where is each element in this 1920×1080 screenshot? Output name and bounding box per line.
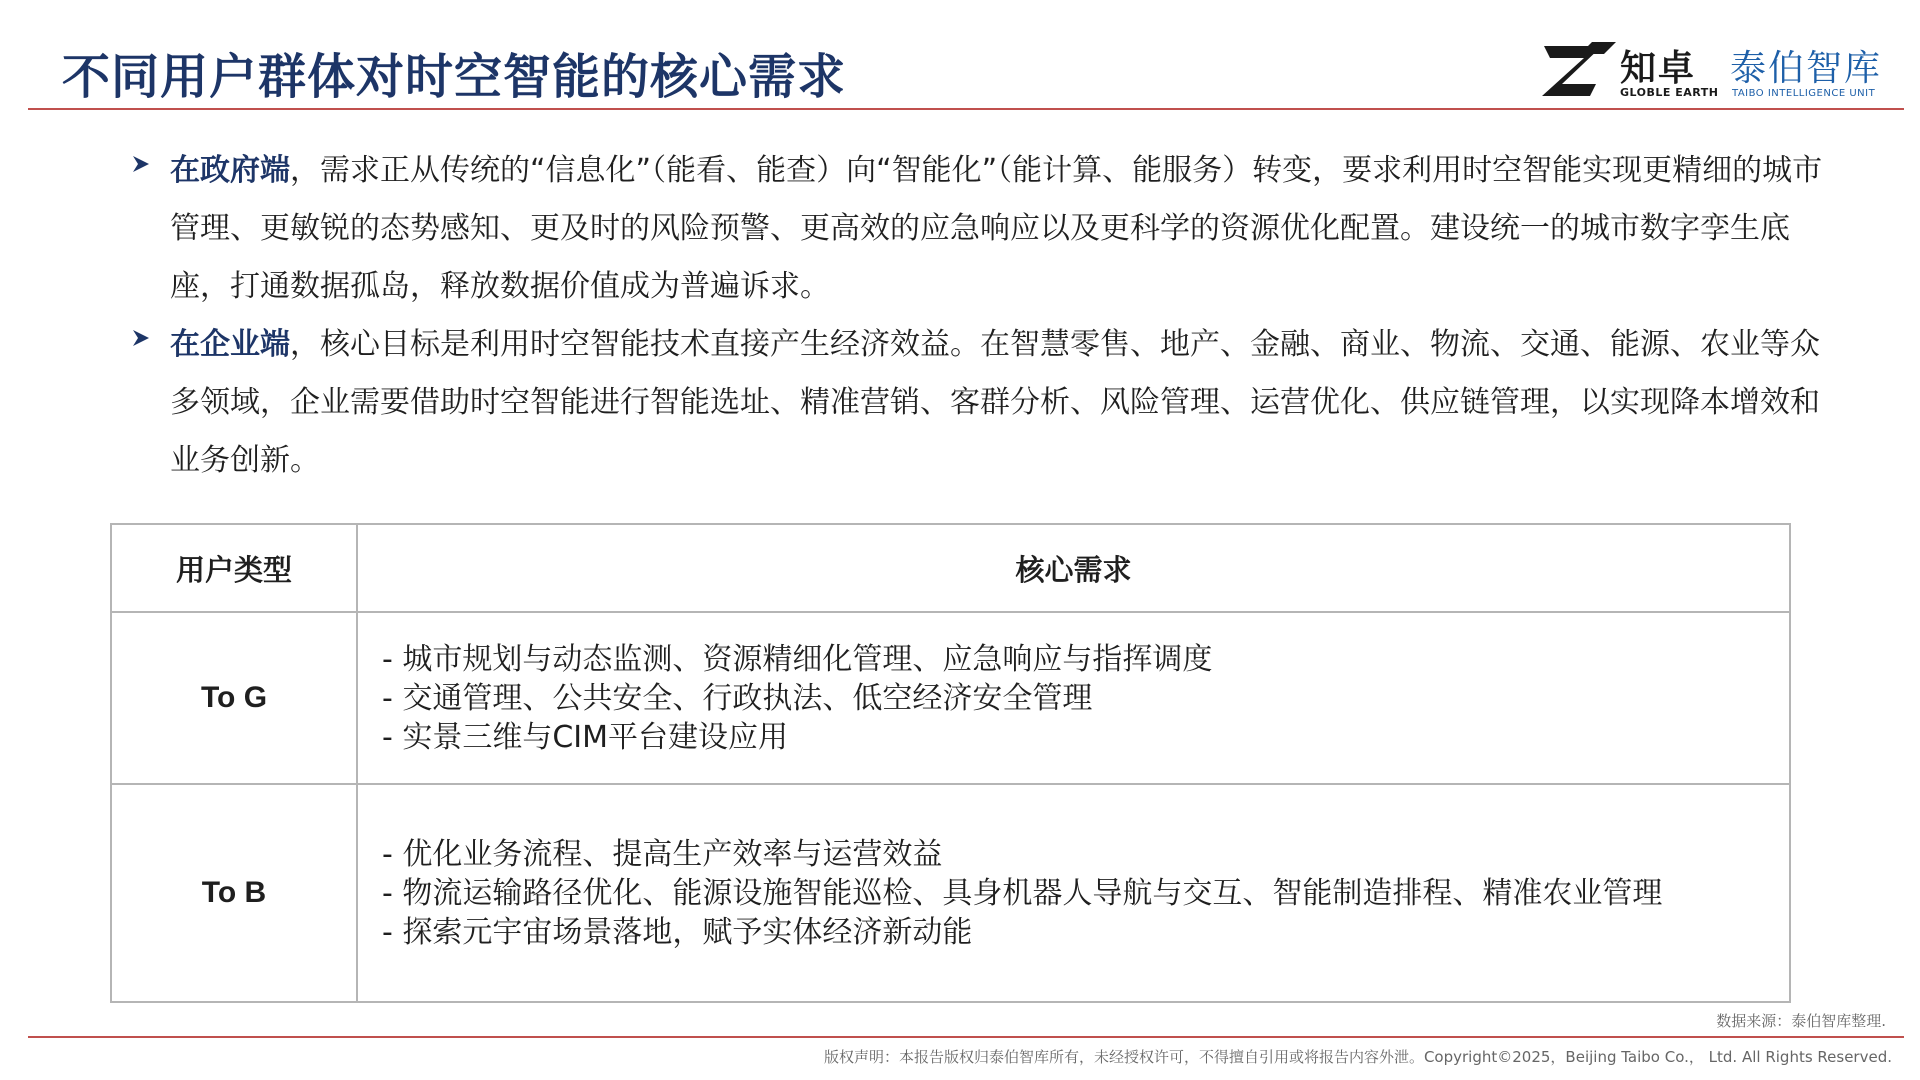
needs-table (110, 523, 1791, 1003)
taibo-logo-subtitle: TAIBO INTELLIGENCE UNIT (1732, 88, 1876, 99)
footer-divider (28, 1036, 1904, 1038)
bullet-lead: 在企业端 (170, 327, 290, 362)
need-item: - 优化业务流程、提高生产效率与运营效益 (382, 836, 943, 872)
user-type-cell: To B (111, 784, 357, 1002)
table-row (111, 612, 1790, 784)
need-item: - 城市规划与动态监测、资源精细化管理、应急响应与指挥调度 (382, 641, 1213, 677)
bullet-text (170, 316, 1830, 490)
taibo-logo-name: 泰伯智库 (1730, 48, 1883, 89)
zhizhuo-logo (1540, 40, 1719, 102)
need-item: - 物流运输路径优化、能源设施智能巡检、具身机器人导航与交互、智能制造排程、精准农业管理 (382, 875, 1663, 911)
page-title: 不同用户群体对时空智能的核心需求 (62, 49, 847, 105)
table-header-row (111, 524, 1790, 612)
zhizhuo-logo-subtitle: GLOBLE EARTH (1620, 86, 1719, 99)
arrow-bullet-icon (128, 144, 154, 184)
bullet-body: ，需求正从传统的“信息化”（能看、能查）向“智能化”（能计算、能服务）转变，要求利用时空智能实现更精细的城市管理、更敏锐的态势感知、更及时的风险预警、更高效的应急响应以及更科学的资源优化配置。建设统一的城市数字孪生底座，打通数据孤岛，释放数据价值成为普遍诉求。 (170, 153, 1823, 304)
copyright-notice: 版权声明：本报告版权归泰伯智库所有，未经授权许可，不得擅自引用或将报告内容外泄。Copyright©2025，Beijing Taibo Co.， Ltd. All Rights Reserved. (823, 1048, 1892, 1066)
taibo-logo (1730, 40, 1900, 102)
bullet-government (128, 142, 1823, 316)
header-user-type: 用户类型 (111, 524, 357, 612)
bullet-body: ，核心目标是利用时空智能技术直接产生经济效益。在智慧零售、地产、金融、商业、物流、交通、能源、农业等众多领域，企业需要借助时空智能进行智能选址、精准营销、客群分析、风险管理、运营优化、供应链管理，以实现降本增效和业务创新。 (170, 327, 1820, 478)
bullet-enterprise (128, 316, 1820, 490)
user-type-cell: To G (111, 612, 357, 784)
header-divider (28, 108, 1904, 110)
bullet-text (170, 142, 1830, 316)
bullet-lead: 在政府端 (170, 153, 290, 188)
bullet-list (128, 142, 1823, 490)
need-item: - 实景三维与CIM平台建设应用 (382, 719, 789, 755)
core-needs-cell (357, 784, 1790, 1002)
table-row (111, 784, 1790, 1002)
need-item: - 探索元宇宙场景落地，赋予实体经济新动能 (382, 914, 973, 950)
zhizhuo-logo-name: 知卓 (1620, 48, 1697, 89)
zhizhuo-logo-mark-icon (1540, 40, 1618, 102)
data-source-note: 数据来源：泰伯智库整理. (1716, 1012, 1886, 1030)
header-core-needs: 核心需求 (357, 524, 1790, 612)
arrow-bullet-icon (128, 318, 154, 358)
need-item: - 交通管理、公共安全、行政执法、低空经济安全管理 (382, 680, 1093, 716)
core-needs-cell (357, 612, 1790, 784)
